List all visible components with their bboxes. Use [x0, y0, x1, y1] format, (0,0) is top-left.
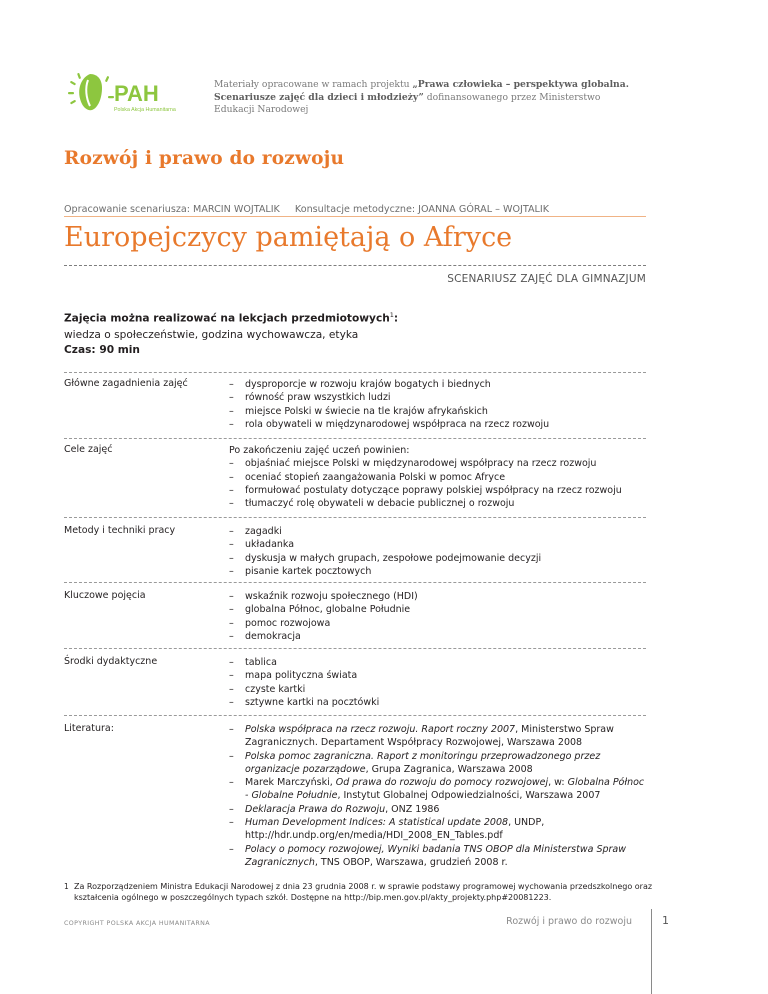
pah-logo-graphic: [64, 70, 182, 116]
intro-line-1-tail: :: [393, 312, 399, 325]
consultant-credit: Konsultacje metodyczne: JOANNA GÓRAL – WOJTALIK: [294, 204, 550, 215]
list-item: – układanka: [229, 539, 295, 551]
list-item: – sztywne kartki na pocztówki: [229, 696, 380, 708]
list-item: – rola obywateli w międzynarodowej współpraca na rzecz rozwoju: [229, 418, 550, 430]
row-content-main-topics: [229, 378, 649, 431]
row-content-teaching-aids: [229, 656, 649, 709]
intro: [64, 307, 624, 343]
literature-item: – Polacy o pomocy rozwojowej, Wyniki badania TNS OBOP dla Ministerstwa Spraw Zagranicznych, TNS OBOP, Warszawa, grudzień 2008 r.: [229, 843, 627, 868]
literature-item: – Polska pomoc zagraniczna. Raport z monitoringu przeprowadzonego przez organizacje pozarządowe, Grupa Zagranica, Warszawa 2008: [229, 750, 601, 775]
literature-item: – Human Development Indices: A statistical update 2008, UNDP, http://hdr.undp.org/en/media/HDI_2008_EN_Tables.pdf: [229, 817, 545, 842]
footnote-marker: 1: [64, 882, 69, 891]
literature-item: – Marek Marczyński, Od prawa do rozwoju do pomocy rozwojowej, w: Globalna Północ - Globalne Południe, Instytut Globalnej Odpowiedzialności, Warszawa 2007: [229, 777, 645, 802]
row-divider: [64, 517, 646, 518]
intro-line-1: Zajęcia można realizować na lekcjach przedmiotowych: [64, 312, 390, 325]
intro-line-2: wiedza o społeczeństwie, godzina wychowawcza, etyka: [64, 328, 359, 341]
footer-topic: Rozwój i prawo do rozwoju: [506, 916, 632, 927]
footer-divider: [651, 909, 652, 994]
row-label-teaching-aids: Środki dydaktyczne: [64, 656, 158, 667]
list-item: – demokracja: [229, 630, 301, 642]
list-item: – pomoc rozwojowa: [229, 617, 331, 629]
list-item: – wskaźnik rozwoju społecznego (HDI): [229, 591, 418, 602]
literature-item: – Polska współpraca na rzecz rozwoju. Raport roczny 2007, Ministerstwo Spraw Zagranicznych. Departament Współpracy Rozwojowej, Warszawa 2008: [229, 724, 614, 749]
list-item: – pisanie kartek pocztowych: [229, 565, 372, 577]
project-info-prefix: Materiały opracowane w ramach projektu: [214, 79, 413, 90]
row-label-main-topics: Główne zagadnienia zajęć: [64, 378, 188, 389]
list-item: – tablica: [229, 657, 277, 668]
footnote-text: Za Rozporządzeniem Ministra Edukacji Narodowej z dnia 23 grudnia 2008 r. w sprawie podstawy programowej wychowania przedszkolnego oraz kształcenia ogólnego w poszczególnych typach szkół. Dostępne na http://bip.men.gov.pl/akty_projekty.php#20081223.: [74, 882, 653, 902]
row-divider: [64, 372, 646, 373]
list-item: – tłumaczyć rolę obywateli w debacie publicznej o rozwoju: [229, 498, 515, 510]
svg-text:PAH: PAH: [114, 81, 159, 106]
divider-dashed-title: [64, 265, 646, 266]
row-divider: [64, 715, 646, 716]
row-content-goals: [229, 444, 649, 510]
scenario-type: SCENARIUSZ ZAJĘĆ DLA GIMNAZJUM: [447, 273, 646, 285]
project-info-title-2: Scenariusze zajęć dla dzieci i młodzieży”: [214, 91, 424, 103]
credits: [64, 204, 561, 215]
duration-text: Czas: 90 min: [64, 344, 140, 356]
row-label-key-concepts: Kluczowe pojęcia: [64, 590, 146, 601]
footnote-ref[interactable]: 1: [389, 311, 394, 319]
project-info-title-1: „Prawa człowieka – perspektywa globalna.: [412, 79, 629, 90]
author-credit: Opracowanie scenariusza: MARCIN WOJTALIK: [64, 204, 280, 215]
row-divider: [64, 582, 646, 583]
row-content-methods: [229, 525, 649, 578]
row-label-literature: Literatura:: [64, 723, 114, 734]
row-content-key-concepts: [229, 590, 649, 643]
list-item: – zagadki: [229, 526, 282, 537]
project-info-line-3: Edukacji Narodowej: [214, 104, 309, 116]
project-info-suffix: dofinansowanego przez Ministerstwo: [423, 91, 601, 103]
row-label-methods: Metody i techniki pracy: [64, 525, 176, 536]
row-content-literature: [229, 723, 649, 869]
duration: [64, 344, 140, 356]
list-item: – oceniać stopień zaangażowania Polski w pomoc Afryce: [229, 471, 506, 483]
row-divider: [64, 438, 646, 439]
list-item: – mapa polityczna świata: [229, 670, 358, 682]
list-item: – dyskusja w małych grupach, zespołowe podejmowanie decyzji: [229, 552, 542, 564]
list-item: – dysproporcje w rozwoju krajów bogatych i biednych: [229, 379, 491, 390]
divider-solid: [64, 216, 646, 217]
project-info: [214, 79, 654, 117]
list-item: – czyste kartki: [229, 683, 306, 695]
main-title: Europejczycy pamiętają o Afryce: [64, 222, 513, 253]
svg-text:Polska Akcja Humanitarna: Polska Akcja Humanitarna: [114, 107, 176, 113]
copyright: COPYRIGHT POLSKA AKCJA HUMANITARNA: [64, 920, 210, 927]
list-item: – globalna Północ, globalne Południe: [229, 604, 411, 616]
page-number: 1: [662, 914, 669, 927]
list-item: – formułować postulaty dotyczące poprawy polskiej współpracy na rzecz rozwoju: [229, 484, 622, 496]
pah-logo: [64, 70, 182, 116]
topic-title: Rozwój i prawo do rozwoju: [64, 148, 345, 169]
row-label-goals: Cele zajęć: [64, 444, 113, 455]
row-divider: [64, 648, 646, 649]
list-item: – miejsce Polski w świecie na tle krajów afrykańskich: [229, 405, 488, 417]
goals-lead: Po zakończeniu zajęć uczeń powinien:: [229, 445, 410, 456]
literature-item: – Deklaracja Prawa do Rozwoju, ONZ 1986: [229, 803, 440, 815]
list-item: – równość praw wszystkich ludzi: [229, 392, 391, 404]
list-item: – objaśniać miejsce Polski w międzynarodowej współpracy na rzecz rozwoju: [229, 458, 597, 470]
